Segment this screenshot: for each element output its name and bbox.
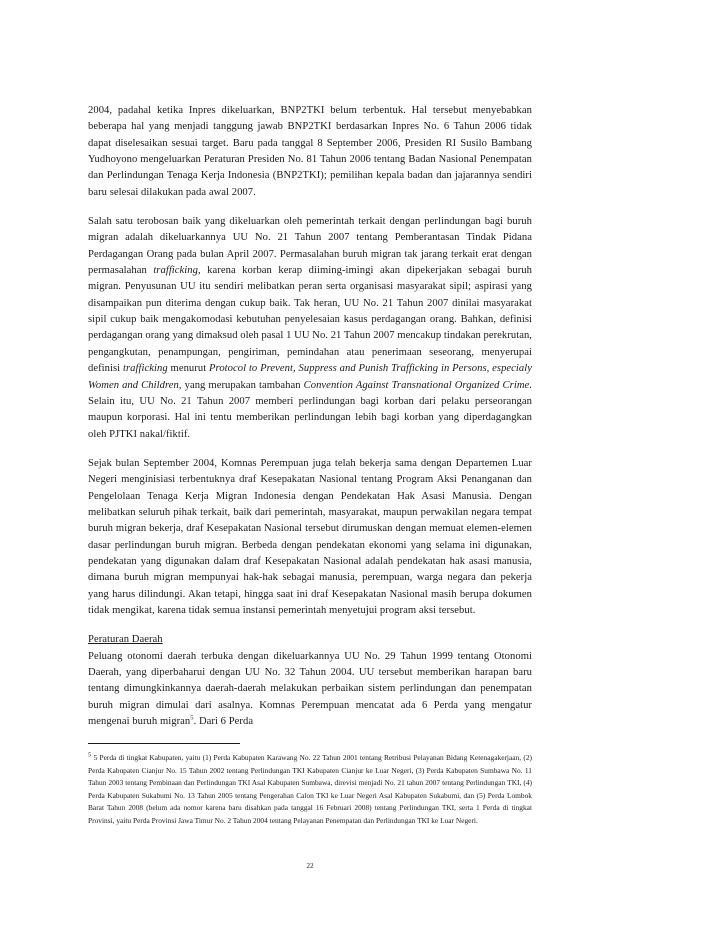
italic-protocol-title: Protocol to Prevent, Suppress and Punish Trafficking in Persons, especialy Women and Children: [88, 363, 533, 391]
text-run: . Dari 6 Perda: [193, 716, 254, 728]
footnote: [88, 752, 532, 827]
document-page: [88, 103, 532, 827]
footnote-marker: 5: [88, 751, 92, 759]
text-run: Peluang otonomi daerah terbuka dengan dikeluarkannya UU No. 29 Tahun 1999 tentang Otonomi Daerah, yang diperbaharui dengan UU No. 32 Tahun 2004. UU tersebut memberikan harapan baru tentang dimungkinkannya daerah-daerah melakukan perbaikan sistem perlindungan dan penempatan buruh migran dimulai dari asalnya. Komnas Perempuan mencatat ada 6 Perda yang mengatur mengenai buruh migran: [88, 650, 532, 728]
paragraph-trafficking-law: [88, 214, 532, 443]
page-number: 22: [306, 862, 314, 870]
footnote-divider: [88, 743, 240, 744]
text-run: , yang merupakan tambahan: [178, 379, 304, 391]
italic-term: trafficking: [153, 265, 198, 277]
italic-convention-title: Convention Against Transnational Organized Crime: [303, 379, 530, 391]
paragraph-peraturan-daerah: [88, 632, 532, 730]
footnote-text: 5 Perda di tingkat Kabupaten, yaitu (1) Perda Kabupaten Karawang No. 22 Tahun 2001 tentang Retribusi Pelayanan Bidang Ketenagakerjaan, (2) Perda Kabupaten Cianjur No. 15 Tahun 2002 tentang Perlindungan TKI Kabupaten Cianjur ke Luar Negeri, (3) Perda Kabupaten Sumbawa No. 11 Tahun 2003 tentang Pembinaan dan Perlindungan TKI Asal Kabupaten Sumbawa, direvisi menjadi No. 21 tahun 2007 tentang Perlindungan TKI, (4) Perda Kabupaten Sukabumi No. 13 Tahun 2005 tentang Pengerahan Calon TKI ke Luar Negeri Asal Kabupaten Sukabumi, dan (5) Perda Lombok Barat Tahun 2008 (belum ada nomor karena baru disahkan pada tanggal 16 Februari 2008) tentang Perlindungan TKI, serta 1 Perda di tingkat Provinsi, yaitu Perda Provinsi Jawa Timur No. 2 Tahun 2004 tentang Pelayanan Penempatan dan Perlindungan TKI ke Luar Negeri.: [88, 753, 532, 825]
italic-term: trafficking: [123, 363, 168, 375]
text-run: Salah satu terobosan baik yang dikeluarkan oleh pemerintah terkait dengan perlindungan bagi buruh migran adalah dikeluarkannya UU No. 21 Tahun 2007 tentang Pemberantasan Tindak Pidana Perdagangan Orang pada bulan April 2007. Permasalahan buruh migran tak jarang terkait erat dengan permasalahan: [88, 216, 532, 277]
paragraph-bnp2tki: 2004, padahal ketika Inpres dikeluarkan, BNP2TKI belum terbentuk. Hal tersebut menyebabkan beberapa hal yang menjadi tanggung jawab BNP2TKI berdasarkan Inpres No. 6 Tahun 2006 tidak dapat diselesaikan sesuai target. Baru pada tanggal 8 September 2006, Presiden RI Susilo Bambang Yudhoyono mengeluarkan Peraturan Presiden No. 81 Tahun 2006 tentang Badan Nasional Penempatan dan Perlindungan Tenaga Kerja Indonesia (BNP2TKI); pemilihan kepala badan dan jajarannya sendiri baru selesai dilakukan pada awal 2007.: [88, 105, 532, 198]
text-run: menurut: [167, 363, 210, 375]
footnote-reference: 5: [190, 714, 194, 722]
section-heading: Peraturan Daerah: [88, 634, 163, 646]
text-run: . Selain itu, UU No. 21 Tahun 2007 memberi perlindungan bagi korban dari pelaku perseorangan maupun korporasi. Hal ini tentu memberikan perlindungan lebih bagi korban yang diperdagangkan oleh PJTKI nakal/fiktif.: [88, 379, 532, 440]
text-run: , karena korban kerap diiming-imingi akan dipekerjakan sebagai buruh migran. Penyusunan UU itu sendiri melibatkan peran serta organisasi masyarakat sipil; aspirasi yang disampaikan pun diterima dengan cukup baik. Tak heran, UU No. 21 Tahun 2007 dinilai masyarakat sipil cukup baik mengakomodasi kebutuhan penyelesaian kasus perdagangan orang. Bahkan, definisi perdagangan orang yang dimaksud oleh pasal 1 UU No. 21 Tahun 2007 mencakup tindakan perekrutan, pengangkutan, penampungan, pengiriman, pemindahan atau penerimaan seseorang, menyerupai definisi: [88, 265, 532, 375]
paragraph-komnas-perempuan: Sejak bulan September 2004, Komnas Perempuan juga telah bekerja sama dengan Departemen Luar Negeri menginisiasi terbentuknya draf Kesepakatan Nasional tentang Program Aksi Penanganan dan Pengelolaan Tenaga Kerja Migran Indonesia dengan Pendekatan Hak Asasi Manusia. Dengan melibatkan seluruh pihak terkait, baik dari pemerintah, masyarakat, maupun perwakilan negara tempat buruh migran bekerja, draf Kesepakatan Nasional tersebut dirumuskan dengan memuat elemen-elemen dasar perlindungan buruh migran. Berbeda dengan pendekatan ekonomi yang selama ini digunakan, pendekatan yang digunakan dalam draf Kesepakatan Nasional adalah pendekatan hak asasi manusia, dimana buruh migran mempunyai hak-hak sebagai manusia, perempuan, warga negara dan pekerja yang harus dilindungi. Akan tetapi, hingga saat ini draf Kesepakatan Nasional masih berupa dokumen tidak mengikat, karena tidak semua instansi pemerintah menyetujui program aksi tersebut.: [88, 457, 532, 616]
